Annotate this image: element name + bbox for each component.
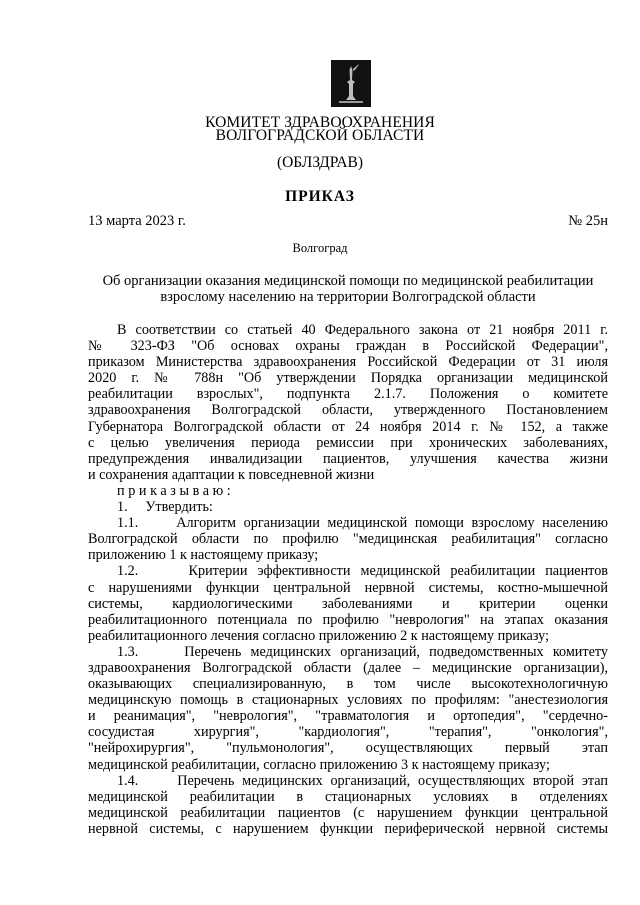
document-city: Волгоград [292,241,348,255]
body-line-item: 1. Утвердить: [117,499,213,516]
body-line: здравоохранения Волгоградской области, утвержденного Постановлением [88,402,608,419]
body-line: В соответствии со статьей 40 Федерального закона от 21 ноября 2011 г. [117,322,608,338]
body-line: медицинской реабилитации в стационарных условиях в отделениях [88,788,608,805]
body-line: и сохранения адаптации к повседневной жизни [88,466,375,483]
organization-name [0,116,640,142]
body-line: системы, кардиологическими заболеваниями и критерии оценки [88,595,608,612]
body-line: Губернатора Волгоградской области от 24 ноября 2014 г. № 152, а также [88,418,608,435]
subject-line: взрослому населению на территории Волгоградской области [160,289,536,305]
org-name-line: ВОЛГОГРАДСКОЙ ОБЛАСТИ [215,127,425,144]
body-line: реабилитационного лечения согласно приложению 2 к настоящему приказу; [88,627,550,644]
body-line: медицинской реабилитации, согласно приложению 3 к настоящему приказу; [88,756,550,773]
document-subject [88,273,608,305]
document-body [88,322,608,837]
document-date: 13 марта 2023 г. [88,213,186,229]
document-number: № 25н [568,213,608,229]
body-line: нервной системы, с нарушением функции периферической нервной системы [88,820,608,837]
body-line: "нейрохирургия", "пульмонология", осуществляющих первый этап [88,740,608,757]
body-line-item: 1.1. Алгоритм организации медицинской помощи взрослому населению [117,515,608,532]
body-line: предупреждения инвалидизации пациентов, улучшения качества жизни [88,450,608,467]
body-line: оказывающих специализированную, в том числе высокотехнологичную [88,676,608,693]
body-line: медицинской реабилитации пациентов (с нарушением функции центральной [88,804,608,821]
body-line-item: 1.4. Перечень медицинских организаций, осуществляющих второй этап [117,772,608,789]
body-line: приложению 1 к настоящему приказу; [88,547,319,564]
body-line: № 323-ФЗ "Об основах охраны граждан в Российской Федерации", [88,338,608,355]
body-line-item: 1.2. Критерии эффективности медицинской реабилитации пациентов [117,563,608,580]
subject-line: Об организации оказания медицинской помощи по медицинской реабилитации [102,273,594,289]
body-line: и реанимация", "неврология", "травматология и ортопедия", "сердечно- [88,708,608,725]
document-type: ПРИКАЗ [285,188,355,205]
body-line: реабилитации взрослых", подпункта 2.1.7. Положения о комитете [88,386,608,403]
body-line: реабилитационного потенциала по профилю "неврология" на этапах оказания [88,611,608,628]
body-line: Волгоградской области по профилю "медицинская реабилитация" согласно [88,531,608,548]
body-line: с целью увеличения периода ремиссии при хронических заболеваниях, [88,434,608,451]
body-line: медицинскую помощь в стационарных условиях по профилям: "анестезиология [88,692,608,709]
body-line: здравоохранения Волгоградской области (далее – медицинские организации), [88,659,608,676]
body-line-order-word: приказываю: [117,482,235,499]
organization-abbreviation: (ОБЛЗДРАВ) [276,154,364,171]
body-line-item: 1.3. Перечень медицинских организаций, подведомственных комитету [117,643,608,660]
body-line: сосудистая хирургия", "кардиология", "терапия", "онкология", [88,724,608,741]
coat-of-arms-graphic [331,60,371,107]
body-line: приказом Министерства здравоохранения Российской Федерации от 31 июля [88,354,608,371]
body-line: 2020 г. № 788н "Об утверждении Порядка организации медицинской [88,370,608,387]
coat-of-arms-icon [331,60,371,107]
body-line: с нарушениями функции центральной нервной системы, костно-мышечной [88,579,608,596]
org-name-line: КОМИТЕТ ЗДРАВООХРАНЕНИЯ [205,114,435,131]
